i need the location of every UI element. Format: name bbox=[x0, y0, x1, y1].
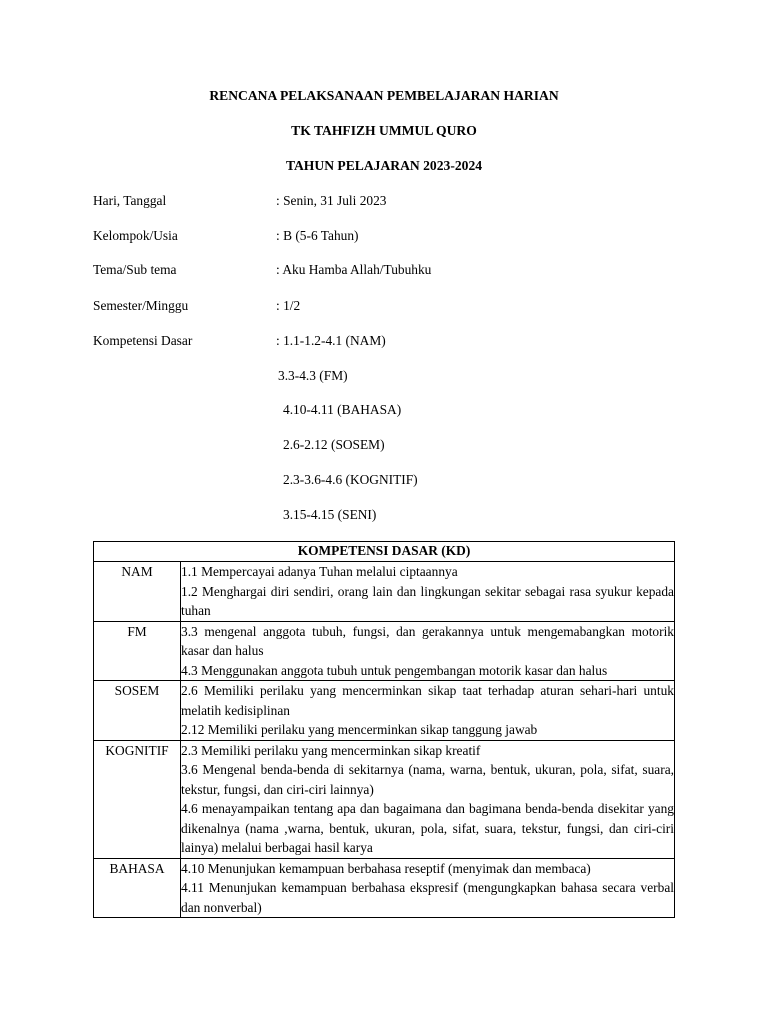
kd-table-heading: KOMPETENSI DASAR (KD) bbox=[94, 542, 675, 562]
kd-continuation-fm: 3.3-4.3 (FM) bbox=[278, 368, 348, 383]
info-label-date: Hari, Tanggal bbox=[93, 193, 167, 208]
info-value-date: : Senin, 31 Juli 2023 bbox=[276, 193, 387, 208]
info-value-theme: : Aku Hamba Allah/Tubuhku bbox=[276, 262, 432, 277]
info-label-group: Kelompok/Usia bbox=[93, 228, 178, 243]
info-value-kd: : 1.1-1.2-4.1 (NAM) bbox=[276, 333, 386, 348]
kd-item: 3.6 Mengenal benda-benda di sekitarnya (nama, warna, bentuk, ukuran, pola, sifat, suara, tekstur, fungsi, dan ciri-ciri lainnya) bbox=[181, 762, 674, 797]
kd-area-sosem: SOSEM bbox=[94, 681, 181, 741]
table-row bbox=[94, 621, 675, 681]
kd-area-kognitif: KOGNITIF bbox=[94, 740, 181, 858]
kd-item: 3.3 mengenal anggota tubuh, fungsi, dan gerakannya untuk mengemabangkan motorik kasar dan halus bbox=[181, 623, 674, 658]
kd-area-bahasa: BAHASA bbox=[94, 858, 181, 918]
kd-item: 4.11 Menunjukan kemampuan berbahasa ekspresif (mengungkapkan bahasa secara verbal dan nonverbal) bbox=[181, 880, 674, 915]
table-row bbox=[94, 858, 675, 918]
table-row bbox=[94, 681, 675, 741]
info-label-kd: Kompetensi Dasar bbox=[93, 333, 193, 348]
kd-area-fm: FM bbox=[94, 621, 181, 681]
kd-continuation-sosem: 2.6-2.12 (SOSEM) bbox=[283, 437, 385, 452]
title-year: TAHUN PELAJARAN 2023-2024 bbox=[285, 158, 483, 173]
table-row bbox=[94, 740, 675, 858]
kd-item: 2.3 Memiliki perilaku yang mencerminkan sikap kreatif bbox=[181, 742, 481, 758]
kd-item: 2.6 Memiliki perilaku yang mencerminkan sikap taat terhadap aturan sehari-hari untuk melatih kedisiplinan bbox=[181, 683, 674, 718]
kd-item: 4.6 menayampaikan tentang apa dan bagaimana dan bagimana benda-benda disekitar yang dikenalnya (nama ,warna, bentuk, ukuran, pola, sifat, suara, tekstur, fungsi, dan ciri-ciri lainya) melalui berbagai hasil karya bbox=[181, 801, 674, 855]
kd-item: 1.2 Menghargai diri sendiri, orang lain dan lingkungan sekitar sebagai rasa syukur kepada tuhan bbox=[181, 583, 674, 618]
kd-description bbox=[181, 562, 675, 622]
kd-description bbox=[181, 740, 675, 858]
kd-table bbox=[93, 541, 675, 918]
info-label-semester: Semester/Minggu bbox=[93, 298, 189, 313]
info-value-semester: : 1/2 bbox=[276, 298, 301, 313]
title-rpph: RENCANA PELAKSANAAN PEMBELAJARAN HARIAN bbox=[209, 88, 559, 103]
kd-continuation-seni: 3.15-4.15 (SENI) bbox=[283, 507, 377, 522]
info-label-theme: Tema/Sub tema bbox=[93, 262, 177, 277]
kd-item: 2.12 Memiliki perilaku yang mencerminkan sikap tanggung jawab bbox=[181, 722, 538, 737]
info-value-group: : B (5-6 Tahun) bbox=[276, 228, 359, 243]
kd-area-nam: NAM bbox=[94, 562, 181, 622]
kd-description bbox=[181, 621, 675, 681]
kd-description bbox=[181, 858, 675, 918]
kd-continuation-bahasa: 4.10-4.11 (BAHASA) bbox=[283, 402, 402, 417]
kd-description bbox=[181, 681, 675, 741]
table-row bbox=[94, 562, 675, 622]
kd-item: 4.10 Menunjukan kemampuan berbahasa reseptif (menyimak dan membaca) bbox=[181, 860, 591, 876]
kd-item: 4.3 Menggunakan anggota tubuh untuk pengembangan motorik kasar dan halus bbox=[181, 662, 608, 678]
title-school: TK TAHFIZH UMMUL QURO bbox=[291, 123, 477, 138]
kd-item: 1.1 Mempercayai adanya Tuhan melalui ciptaannya bbox=[181, 564, 458, 579]
kd-continuation-kognitif: 2.3-3.6-4.6 (KOGNITIF) bbox=[283, 472, 418, 487]
kd-table-header-row bbox=[94, 542, 675, 562]
